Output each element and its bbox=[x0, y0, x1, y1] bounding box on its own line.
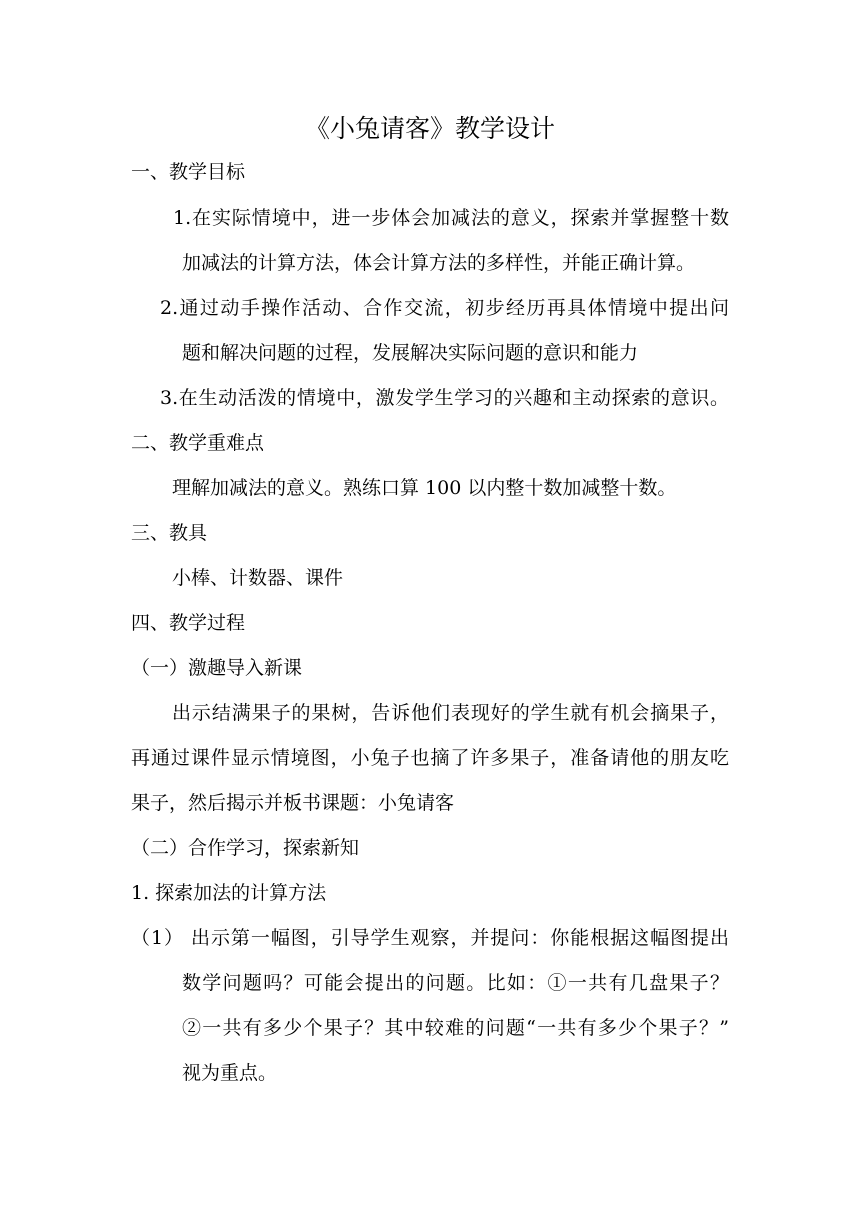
intro-paragraph-line-2: 再通过课件显示情境图，小兔子也摘了许多果子，准备请他的朋友吃 bbox=[131, 747, 729, 769]
intro-paragraph-line-1: 出示结满果子的果树，告诉他们表现好的学生就有机会摘果子， bbox=[172, 702, 729, 724]
goal-item-1-line-2: 加减法的计算方法，体会计算方法的多样性，并能正确计算。 bbox=[182, 252, 696, 274]
goal-item-2-line-1: 2.通过动手操作活动、合作交流，初步经历再具体情境中提出问 bbox=[160, 297, 729, 319]
numbered-item-addition-methods: 1. 探索加法的计算方法 bbox=[131, 882, 327, 904]
sub-item-1-line-1: （1） 出示第一幅图，引导学生观察，并提问：你能根据这幅图提出 bbox=[131, 927, 729, 949]
section-heading-goals: 一、教学目标 bbox=[131, 161, 246, 183]
goal-item-3-line-1: 3.在生动活泼的情境中，激发学生学习的兴趣和主动探索的意识。 bbox=[160, 387, 729, 409]
section-heading-process: 四、教学过程 bbox=[131, 612, 246, 634]
goal-item-2-line-2: 题和解决问题的过程，发展解决实际问题的意识和能力 bbox=[182, 342, 639, 364]
sub-item-1-line-2: 数学问题吗？可能会提出的问题。比如：①一共有几盘果子？ bbox=[182, 972, 729, 994]
teaching-aids-body: 小棒、计数器、课件 bbox=[172, 567, 344, 589]
sub-item-1-line-4: 视为重点。 bbox=[182, 1062, 278, 1084]
key-points-body: 理解加减法的意义。熟练口算 100 以内整十数加减整十数。 bbox=[172, 477, 677, 499]
subsection-heading-intro: （一）激趣导入新课 bbox=[131, 657, 303, 679]
sub-item-1-line-3: ②一共有多少个果子？其中较难的问题“一共有多少个果子？” bbox=[182, 1017, 729, 1039]
document-title: 《小兔请客》教学设计 bbox=[304, 114, 555, 143]
intro-paragraph-line-3: 果子，然后揭示并板书课题：小兔请客 bbox=[131, 792, 455, 814]
section-heading-teaching-aids: 三、教具 bbox=[131, 522, 208, 544]
subsection-heading-cooperative-learning: （二）合作学习，探索新知 bbox=[131, 837, 360, 859]
section-heading-key-points: 二、教学重难点 bbox=[131, 432, 265, 454]
goal-item-1-line-1: 1.在实际情境中，进一步体会加减法的意义，探索并掌握整十数 bbox=[173, 207, 729, 229]
